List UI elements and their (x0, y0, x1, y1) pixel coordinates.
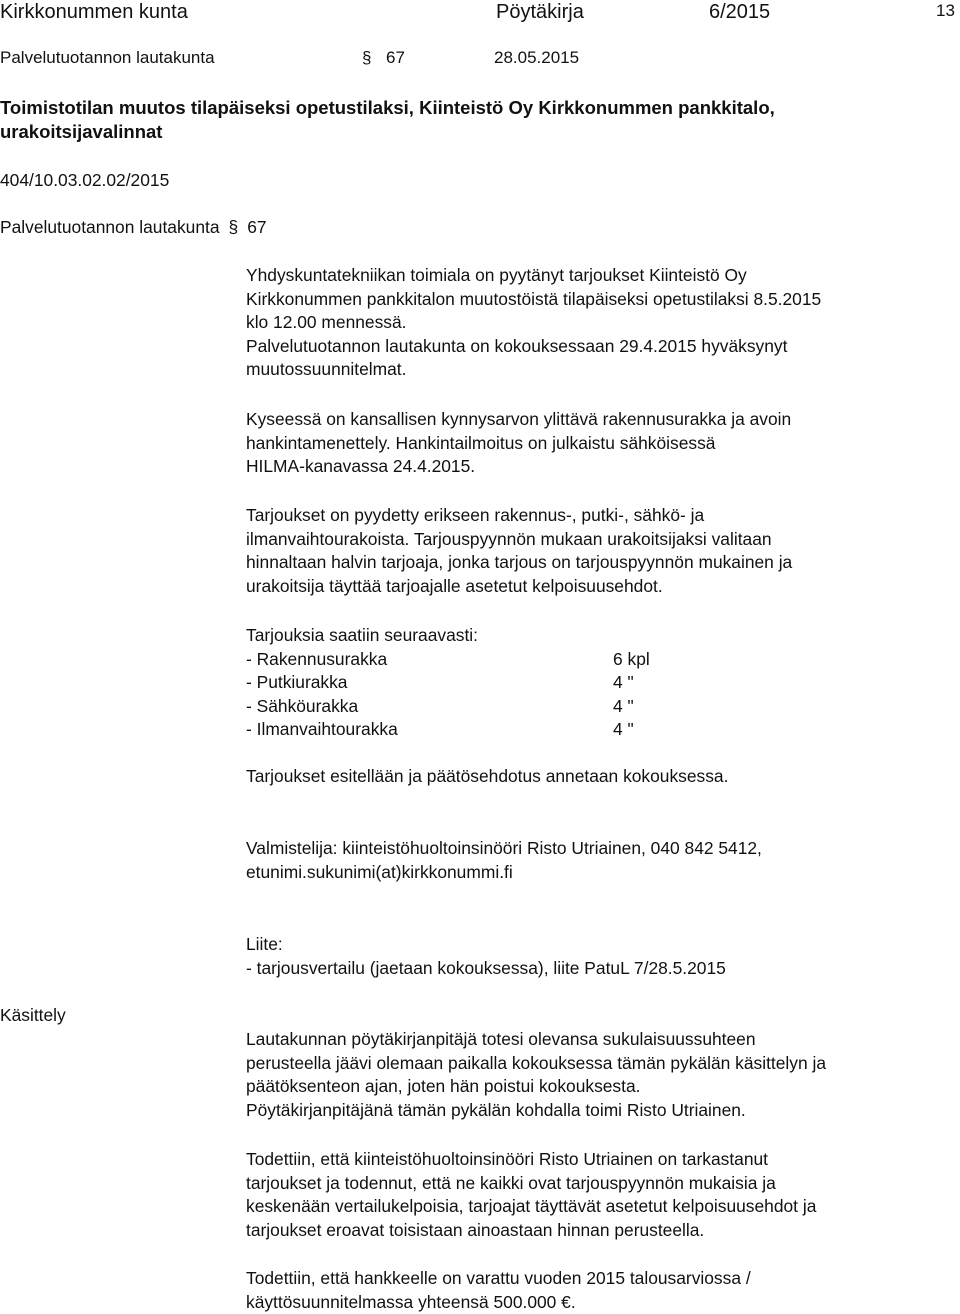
board-name: Palvelutuotannon lautakunta (0, 48, 215, 67)
section-number: 67 (386, 48, 405, 67)
text-line: HILMA-kanavassa 24.4.2015. (246, 456, 476, 477)
paragraph-presentation (246, 765, 946, 789)
document-number: 6/2015 (709, 1, 771, 23)
board-reference-mark: § (228, 217, 239, 237)
handling-paragraph-disqualification (246, 1028, 946, 1122)
text-line: Kyseessä on kansallisen kynnysarvon ylittävä rakennusurakka ja avoin (246, 409, 792, 429)
offer-row (246, 695, 946, 719)
text-line: klo 12.00 mennessä. (246, 312, 407, 333)
case-number: 404/10.03.02.02/2015 (0, 170, 170, 190)
offers-intro: Tarjouksia saatiin seuraavasti: (246, 625, 478, 645)
text-line: tarjoukset ja todennut, että ne kaikki ovat tarjouspyynnön mukaisia ja (246, 1172, 776, 1193)
text-line: Lautakunnan pöytäkirjanpitäjä totesi olevansa sukulaisuussuhteen (246, 1029, 756, 1049)
offer-row (246, 648, 946, 672)
attachment-label: Liite: (246, 934, 283, 954)
handling-label: Käsittely (0, 1005, 66, 1025)
attachment-info (246, 933, 946, 980)
board-reference-name: Palvelutuotannon lautakunta (0, 217, 220, 237)
offer-count: 6 kpl (613, 648, 650, 669)
preparer-info (246, 837, 946, 884)
text-line: hinnaltaan halvin tarjoaja, jonka tarjous on tarjouspyynnön mukainen ja (246, 552, 793, 573)
text-line: ilmanvaihtourakoista. Tarjouspyynnön mukaan urakoitsijaksi valitaan (246, 528, 772, 549)
offer-count: 4 " (613, 672, 634, 693)
paragraph-criteria (246, 504, 946, 598)
text-line: muutossuunnitelmat. (246, 359, 407, 380)
text-line: Yhdyskuntatekniikan toimiala on pyytänyt tarjoukset Kiinteistö Oy (246, 265, 747, 285)
offer-count: 4 " (613, 695, 634, 716)
title-line: Toimistotilan muutos tilapäiseksi opetustilaksi, Kiinteistö Oy Kirkkonummen pankkitalo, (0, 97, 775, 118)
text-line: tarjoukset eroavat toisistaan ainoastaan hinnan perusteella. (246, 1219, 705, 1240)
handling-paragraph-review (246, 1148, 946, 1242)
text-line: päätöksenteon ajan, joten hän poistui kokouksesta. (246, 1076, 641, 1097)
offer-item: - Ilmanvaihtourakka (246, 719, 398, 740)
text-line: Tarjoukset on pyydetty erikseen rakennus-, putki-, sähkö- ja (246, 505, 705, 525)
paragraph-request (246, 264, 946, 382)
meeting-date: 28.05.2015 (494, 48, 580, 67)
document-type: Pöytäkirja (496, 1, 584, 23)
offer-item: - Rakennusurakka (246, 648, 388, 669)
text-line: Valmistelija: kiinteistöhuoltoinsinööri Risto Utriainen, 040 842 5412, (246, 838, 762, 858)
text-line: hankintamenettely. Hankintailmoitus on julkaistu sähköisessä (246, 432, 716, 453)
offer-count: 4 " (613, 719, 634, 740)
text-line: Palvelutuotannon lautakunta on kokouksessaan 29.4.2015 hyväksynyt (246, 335, 788, 356)
paragraph-procurement (246, 408, 946, 479)
text-line: etunimi.sukunimi(at)kirkkonummi.fi (246, 861, 513, 882)
text-line: Tarjoukset esitellään ja päätösehdotus annetaan kokouksessa. (246, 766, 729, 786)
offer-row (246, 718, 946, 742)
text-line: Pöytäkirjanpitäjänä tämän pykälän kohdalla toimi Risto Utriainen. (246, 1099, 746, 1120)
text-line: Kirkkonummen pankkitalon muutostöistä tilapäiseksi opetustilaksi 8.5.2015 (246, 288, 822, 309)
offer-item: - Sähköurakka (246, 695, 359, 716)
text-line: Todettiin, että kiinteistöhuoltoinsinööri Risto Utriainen on tarkastanut (246, 1149, 769, 1169)
handling-paragraph-budget (246, 1267, 946, 1314)
board-reference (0, 216, 267, 240)
text-line: keskenään vertailukelpoisia, tarjoajat täyttävät asetetut kelpoisuusehdot ja (246, 1196, 817, 1217)
page-number: 13 (936, 1, 955, 20)
text-line: perusteella jäävi olemaan paikalla kokouksessa tämän pykälän käsittelyn ja (246, 1052, 827, 1073)
item-title (0, 96, 775, 144)
municipality-name: Kirkkonummen kunta (0, 1, 188, 23)
section-mark: § (362, 48, 372, 67)
text-line: Todettiin, että hankkeelle on varattu vuoden 2015 talousarviossa / (246, 1268, 751, 1288)
offer-row (246, 671, 946, 695)
board-reference-number: 67 (247, 217, 267, 237)
text-line: käyttösuunnitelmassa yhteensä 500.000 €. (246, 1291, 576, 1312)
text-line: urakoitsija täyttää tarjoajalle asetetut kelpoisuusehdot. (246, 575, 663, 596)
offer-item: - Putkiurakka (246, 672, 348, 693)
title-line: urakoitsijavalinnat (0, 121, 163, 142)
offers-list (246, 624, 946, 742)
attachment-item: - tarjousvertailu (jaetaan kokouksessa), liite PatuL 7/28.5.2015 (246, 957, 726, 978)
